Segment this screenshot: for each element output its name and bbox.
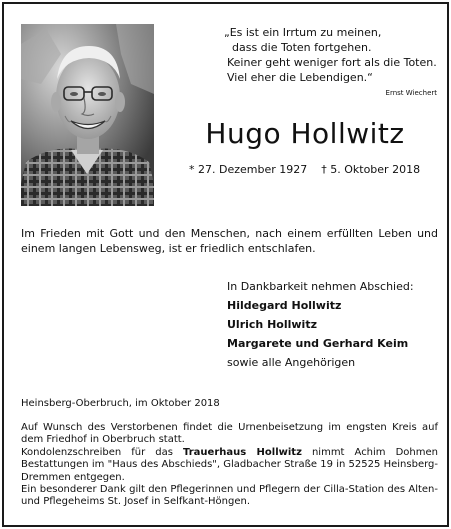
mourner-name: Hildegard Hollwitz xyxy=(227,299,342,312)
quote-author: Ernst Wiechert xyxy=(385,89,437,97)
mourner-name: Ulrich Hollwitz xyxy=(227,318,317,331)
quote-block xyxy=(224,25,439,98)
birth-date: * 27. Dezember 1927 xyxy=(189,163,308,176)
portrait-photo xyxy=(21,24,154,206)
mourners-closing: sowie alle Angehörigen xyxy=(227,356,356,369)
notes-block xyxy=(21,422,438,509)
condolence-text: Kondolenzschreiben für das xyxy=(21,446,184,458)
deceased-name: Hugo Hollwitz xyxy=(205,117,405,150)
place-date: Heinsberg-Oberbruch, im Oktober 2018 xyxy=(21,398,220,409)
mourner-name: Margarete und Gerhard Keim xyxy=(227,337,409,350)
mourners-block xyxy=(227,277,442,372)
thanks-note: Ein besonderer Dank gilt den Pflegerinnen und Pflegern der Cilla-Station des Alten- und Pflegeheims St. Josef in Selfkant-Höngen. xyxy=(21,484,438,508)
condolence-note xyxy=(21,447,438,484)
mourners-heading: In Dankbarkeit nehmen Abschied: xyxy=(227,280,414,293)
obituary-card xyxy=(2,2,449,527)
quote-line: „Es ist ein Irrtum zu meinen, xyxy=(224,26,382,39)
quote-line: dass die Toten fortgehen. xyxy=(232,41,372,54)
mourning-house: Trauerhaus Hollwitz xyxy=(183,446,302,458)
death-date: † 5. Oktober 2018 xyxy=(321,163,421,176)
quote-line: Keiner geht weniger fort als die Toten. xyxy=(227,56,437,69)
condolence-address: nimmt Achim Dohmen Bestattungen im "Haus des Abschieds", Gladbacher Straße 19 in 52525 Heinsberg-Dremmen entgegen. xyxy=(21,446,438,483)
life-dates xyxy=(189,163,420,177)
intro-text: Im Frieden mit Gott und den Menschen, nach einem erfüllten Leben und einem langen Lebensweg, ist er friedlich entschlafen. xyxy=(21,227,438,255)
burial-note: Auf Wunsch des Verstorbenen findet die Urnenbeisetzung im engsten Kreis auf dem Friedhof in Oberbruch statt. xyxy=(21,422,438,446)
quote-line: Viel eher die Lebendigen.“ xyxy=(227,71,373,84)
